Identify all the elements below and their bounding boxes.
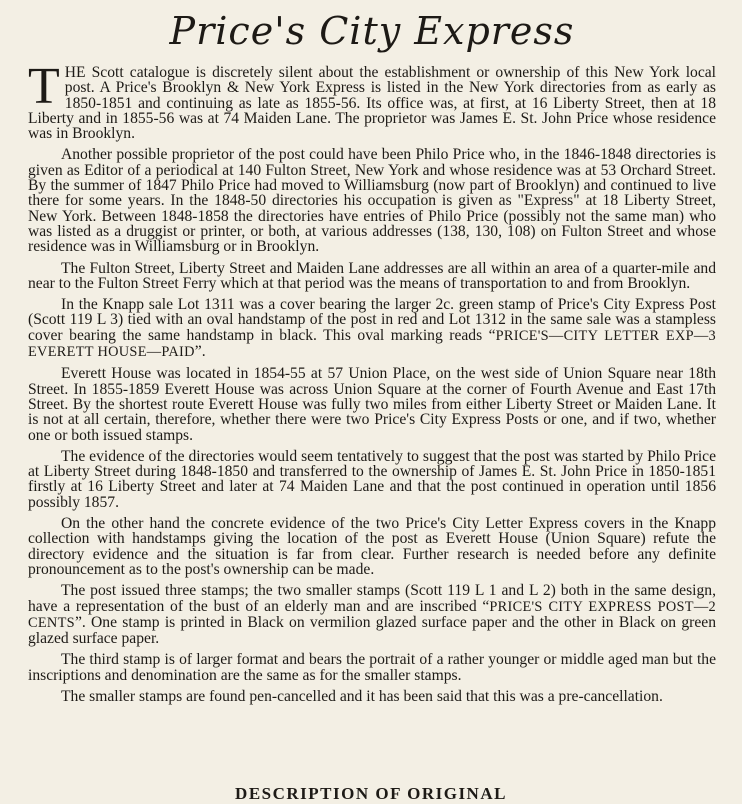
- paragraph-8-end: ”. One stamp is printed in Black on vermilion glazed surface paper and the other in Black on green glazed surface paper.: [28, 613, 716, 648]
- article-body: [28, 58, 716, 705]
- paragraph-4-end: ”.: [194, 343, 206, 361]
- paragraph-10: The smaller stamps are found pen-cancelled and it has been said that this was a pre-cancellation.: [61, 687, 663, 705]
- paragraph-2: Another possible proprietor of the post could have been Philo Price who, in the 1846-1848 directories is given as Editor of a periodical at 140 Fulton Street, New York and whose residence was at 53 Orchard Street. By the summer of 1847 Philo Price had moved to Williamsburg (now part of Brooklyn) and continued to live there for some years. In the 1848-50 directories his occupation is given as "Express" at 18 Liberty Street, New York. Between 1848-1858 the directories have entries of Philo Price (possibly not the same man) who was listed as a druggist or printer, or both, at various addresses (138, 130, 108) on Fulton Street and whose residence was in Williamsburg or in Brooklyn.: [28, 146, 716, 256]
- stamp-inscription-text: PRICE'S CITY EXPRESS POST—2 CENTS: [28, 598, 716, 631]
- paragraph-4: [28, 297, 716, 360]
- paragraph-9: The third stamp is of larger format and bears the portrait of a rather younger or middle aged man but the inscriptions and denomination are the same as for the smaller stamps.: [28, 651, 716, 684]
- oval-marking-text: PRICE'S—CITY LETTER EXP—3 EVERETT HOUSE—PAID: [28, 327, 716, 361]
- paragraph-8-text: The post issued three stamps; the two smaller stamps (Scott 119 L 1 and L 2) both in the same design, have a representation of the bust of an elderly man and are inscribed “: [28, 582, 716, 615]
- page-title: Price's City Express: [169, 9, 575, 53]
- paragraph-4-text: In the Knapp sale Lot 1311 was a cover bearing the larger 2c. green stamp of Price's City Express Post (Scott 119 L 3) tied with an oval handstamp of the post in red and Lot 1312 in the same sale was a stampless cover bearing the same handstamp in black. This oval marking reads “: [28, 296, 716, 344]
- paragraph-7: On the other hand the concrete evidence of the two Price's City Letter Express covers in the Knapp collection with handstamps giving the location of the post as Everett House (Union Square) refute the directory evidence and the situation is far from clear. Further research is needed before any definite pronouncement as to the post's ownership can be made.: [28, 515, 716, 578]
- section-heading: DESCRIPTION OF ORIGINAL: [235, 784, 507, 803]
- paragraph-5: Everett House was located in 1854-55 at 57 Union Place, on the west side of Union Square near 18th Street. In 1855-1859 Everett House was across Union Square at the corner of Fourth Avenue and East 17th Street. By the shortest route Everett House was fully two miles from either Liberty Street or Maiden Lane. It is not at all certain, therefore, whether there were two Price's City Express Posts or one, and if two, whether one or both issued stamps.: [28, 365, 716, 444]
- paragraph-1-text: HE Scott catalogue is discretely silent about the establishment or ownership of this New York local post. A Price's Brooklyn & New York Express is listed in the New York directories from as early as 1850-1851 and continuing as late as 1855-56. Its office was, at first, at 16 Liberty Street, then at 18 Liberty and in 1855-56 was at 74 Maiden Lane. The proprietor was James E. St. John Price whose residence was in Brooklyn.: [28, 64, 716, 143]
- paragraph-6: The evidence of the directories would seem tentatively to suggest that the post was started by Philo Price at Liberty Street during 1848-1850 and transferred to the ownership of James E. St. John Price in 1850-1851 firstly at 16 Liberty Street and later at 74 Maiden Lane and that the post continued in operation until 1856 possibly 1857.: [28, 447, 716, 511]
- paragraph-8: [28, 583, 716, 646]
- drop-cap: T: [28, 58, 60, 115]
- paragraph-1: [28, 58, 716, 143]
- paragraph-3: The Fulton Street, Liberty Street and Maiden Lane addresses are all within an area of a quarter-mile and near to the Fulton Street Ferry which at that period was the means of transportation to and from Brooklyn.: [28, 259, 716, 292]
